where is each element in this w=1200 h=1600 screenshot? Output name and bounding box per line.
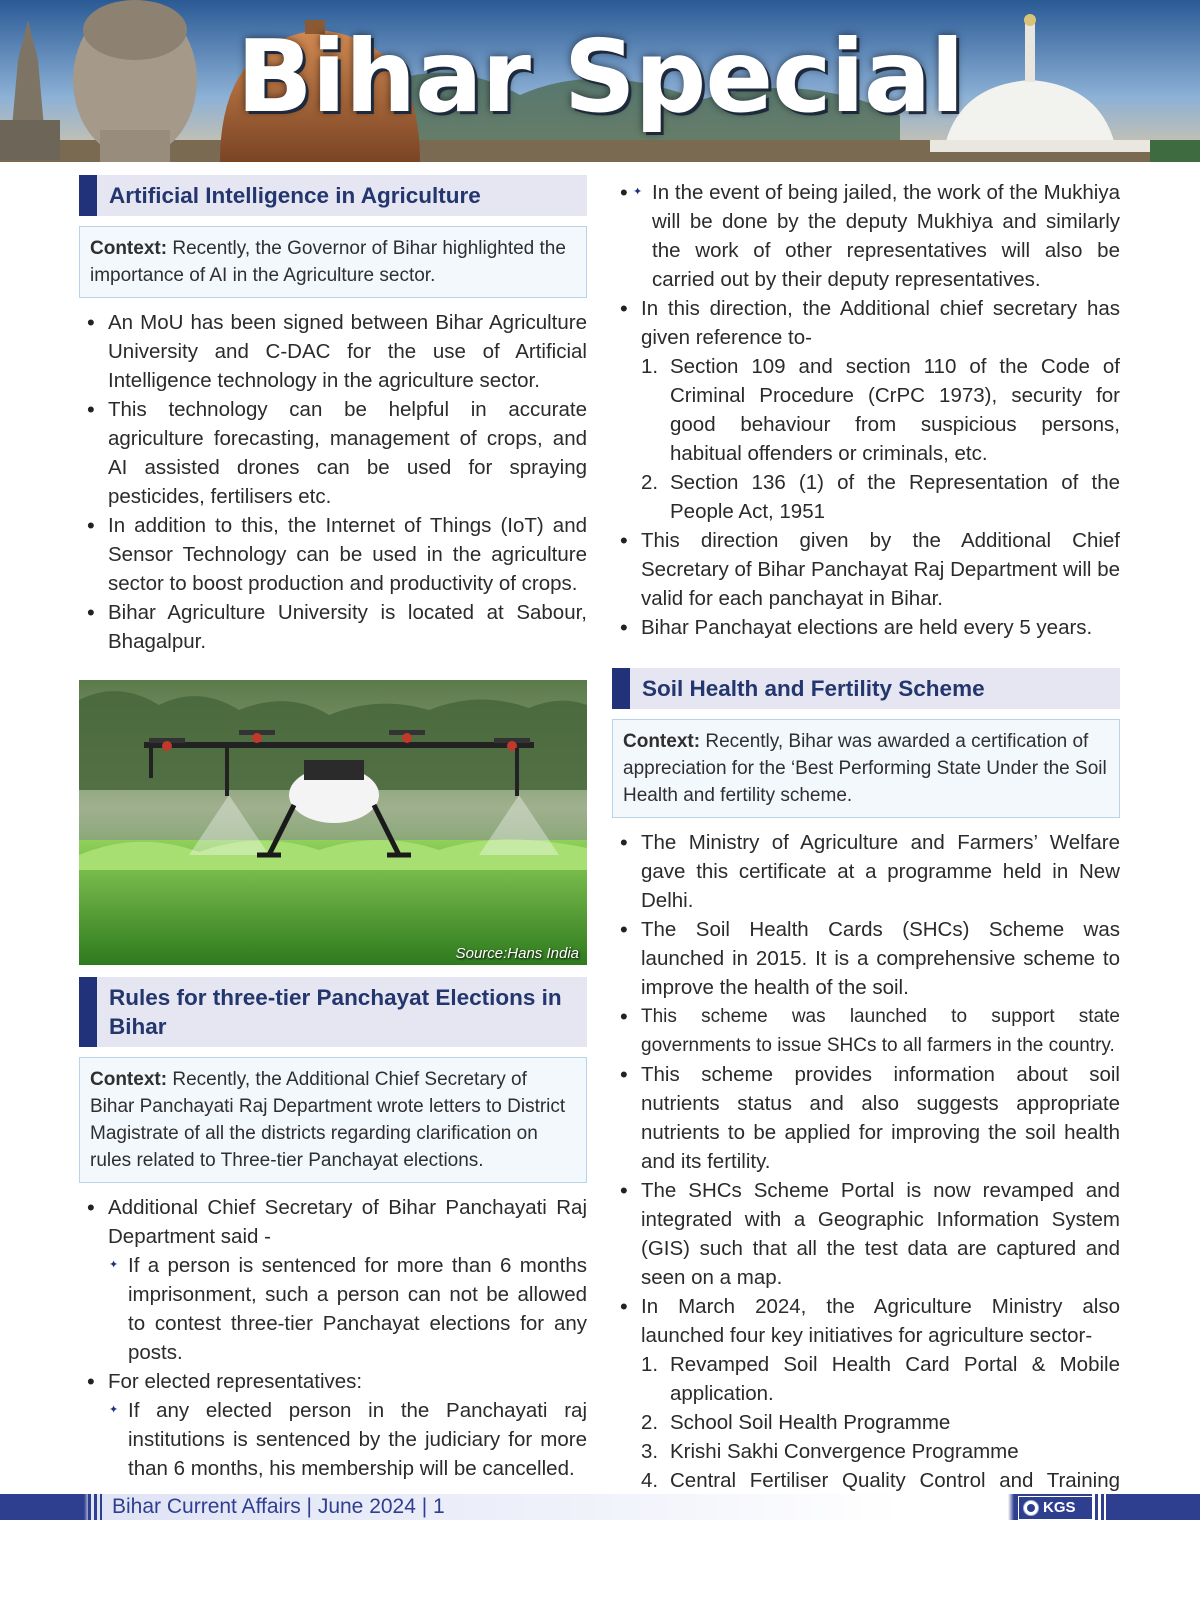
list-item-text: In this direction, the Additional chief secretary has given reference to- <box>641 297 1120 349</box>
context-label: Context: <box>90 238 168 259</box>
drone-spraying-photo <box>79 680 587 965</box>
initiative-text: Central Fertiliser Quality Control and Training <box>670 1469 1120 1492</box>
ai-bullet-list <box>79 308 587 656</box>
footer-stripes-right <box>1092 1494 1106 1520</box>
photo-source-caption: Source:Hans India <box>455 945 579 962</box>
list-item: • In March 2024, the Agriculture Ministry also launched four key initiatives for agriculture sector- <box>612 1292 1120 1350</box>
context-text: Recently, Bihar was awarded a certification of appreciation for the ‘Best Performing State Under the Soil Health and fertility scheme. <box>623 731 1107 806</box>
list-item: • This direction given by the Additional Chief Secretary of Bihar Panchayat Raj Department will be valid for each panchayat in Bihar. <box>612 526 1120 613</box>
kgs-logo-text: KGS <box>1043 1499 1076 1516</box>
list-item: • In addition to this, the Internet of Things (IoT) and Sensor Technology can be used in the agriculture sector to boost production and productivity of crops. <box>79 511 587 598</box>
banner <box>0 0 1200 162</box>
context-label: Context: <box>623 731 701 752</box>
list-item-continued <box>612 178 1120 294</box>
list-item: • Bihar Agriculture University is located at Sabour, Bhagalpur. <box>79 598 587 656</box>
initiative-number: 1. <box>641 1353 659 1376</box>
list-item <box>612 294 1120 352</box>
panchayat-section-heading: Rules for three-tier Panchayat Elections in Bihar <box>79 977 587 1047</box>
context-label: Context: <box>90 1069 168 1090</box>
sub-list <box>108 1251 587 1367</box>
list-item: • This scheme was launched to support state governments to issue SHCs to all farmers in the country. <box>612 1002 1120 1060</box>
sub-list-item: ✦ • In the event of being jailed, the work of the Mukhiya will be done by the deputy Mukhiya and similarly the work of other representatives will also be carried out by their deputy representatives. <box>632 178 1120 294</box>
sub-list-item: ✦ If a person is sentenced for more than 6 months imprisonment, such a person can not be allowed to contest three-tier Panchayat elections for any posts. <box>108 1251 587 1367</box>
initiative-text: School Soil Health Programme <box>670 1411 951 1434</box>
list-item: • The Soil Health Cards (SHCs) Scheme was launched in 2015. It is a comprehensive scheme to improve the health of the soil. <box>612 915 1120 1002</box>
list-item <box>79 1193 587 1367</box>
panchayat-bullet-list-right <box>612 178 1120 352</box>
initiative-text: Revamped Soil Health Card Portal & Mobile application. <box>670 1353 1120 1405</box>
sub-list <box>108 1396 587 1483</box>
context-text: Recently, the Governor of Bihar highlighted the importance of AI in the Agriculture sector. <box>90 238 566 286</box>
ai-context-box <box>79 226 587 298</box>
list-item-text: Additional Chief Secretary of Bihar Panchayati Raj Department said - <box>108 1196 587 1248</box>
kgs-logo <box>1018 1496 1094 1520</box>
footer-text: Bihar Current Affairs | June 2024 | 1 <box>112 1495 445 1518</box>
drone-illustration <box>79 680 587 965</box>
panchayat-bullet-list-left <box>79 1193 587 1483</box>
ai-section-heading: Artificial Intelligence in Agriculture <box>79 175 587 216</box>
reference-item <box>612 352 1120 468</box>
list-item: • The Ministry of Agriculture and Farmers’ Welfare gave this certificate at a programme held in New Delhi. <box>612 828 1120 915</box>
soil-context-box <box>612 719 1120 818</box>
sub-list-item: ✦ If any elected person in the Panchayati raj institutions is sentenced by the judiciary for more than 6 months, his membership will be cancelled. <box>108 1396 587 1483</box>
initiative-number: 3. <box>641 1440 659 1463</box>
reference-text: Section 136 (1) of the Representation of the People Act, 1951 <box>670 471 1120 523</box>
sub-list <box>632 178 1120 294</box>
reference-item <box>612 468 1120 526</box>
kgs-emblem-icon <box>1023 1500 1039 1516</box>
reference-number: 1. <box>641 355 659 378</box>
left-column <box>79 175 587 1483</box>
page-footer <box>0 1494 1200 1520</box>
list-item-text: For elected representatives: <box>108 1370 363 1393</box>
soil-section-heading: Soil Health and Fertility Scheme <box>612 668 1120 709</box>
initiative-number: 4. <box>641 1469 659 1492</box>
list-item <box>79 1367 587 1483</box>
list-item: • This technology can be helpful in accurate agriculture forecasting, management of crops, and AI assisted drones can be used for spraying pesticides, fertilisers etc. <box>79 395 587 511</box>
reference-number: 2. <box>641 471 659 494</box>
list-item: • The SHCs Scheme Portal is now revamped and integrated with a Geographic Information System (GIS) such that all the test data are captured and seen on a map. <box>612 1176 1120 1292</box>
list-item: • An MoU has been signed between Bihar Agriculture University and C-DAC for the use of Artificial Intelligence technology in the agriculture sector. <box>79 308 587 395</box>
panchayat-context-box <box>79 1057 587 1183</box>
banner-title: Bihar Special <box>236 18 964 135</box>
soil-bullet-list <box>612 828 1120 1350</box>
initiative-number: 2. <box>641 1411 659 1434</box>
initiative-item <box>612 1437 1120 1466</box>
reference-text: Section 109 and section 110 of the Code of Criminal Procedure (CrPC 1973), security for good behaviour from suspicious persons, habitual offenders or criminals, etc. <box>670 355 1120 465</box>
right-column <box>612 178 1120 1524</box>
panchayat-bullet-list-tail <box>612 526 1120 642</box>
reference-list <box>612 352 1120 526</box>
initiative-text: Krishi Sakhi Convergence Programme <box>670 1440 1019 1463</box>
initiative-item <box>612 1408 1120 1437</box>
list-item: • This scheme provides information about soil nutrients status and also suggests appropriate nutrients to be applied for improving the soil health and its fertility. <box>612 1060 1120 1176</box>
list-item: • Bihar Panchayat elections are held every 5 years. <box>612 613 1120 642</box>
footer-stripes-left <box>88 1494 102 1520</box>
initiative-item <box>612 1350 1120 1408</box>
context-text: Recently, the Additional Chief Secretary of Bihar Panchayati Raj Department wrote letters to District Magistrate of all the districts regarding clarification on rules related to Three-tier Panchayat elections. <box>90 1069 566 1171</box>
